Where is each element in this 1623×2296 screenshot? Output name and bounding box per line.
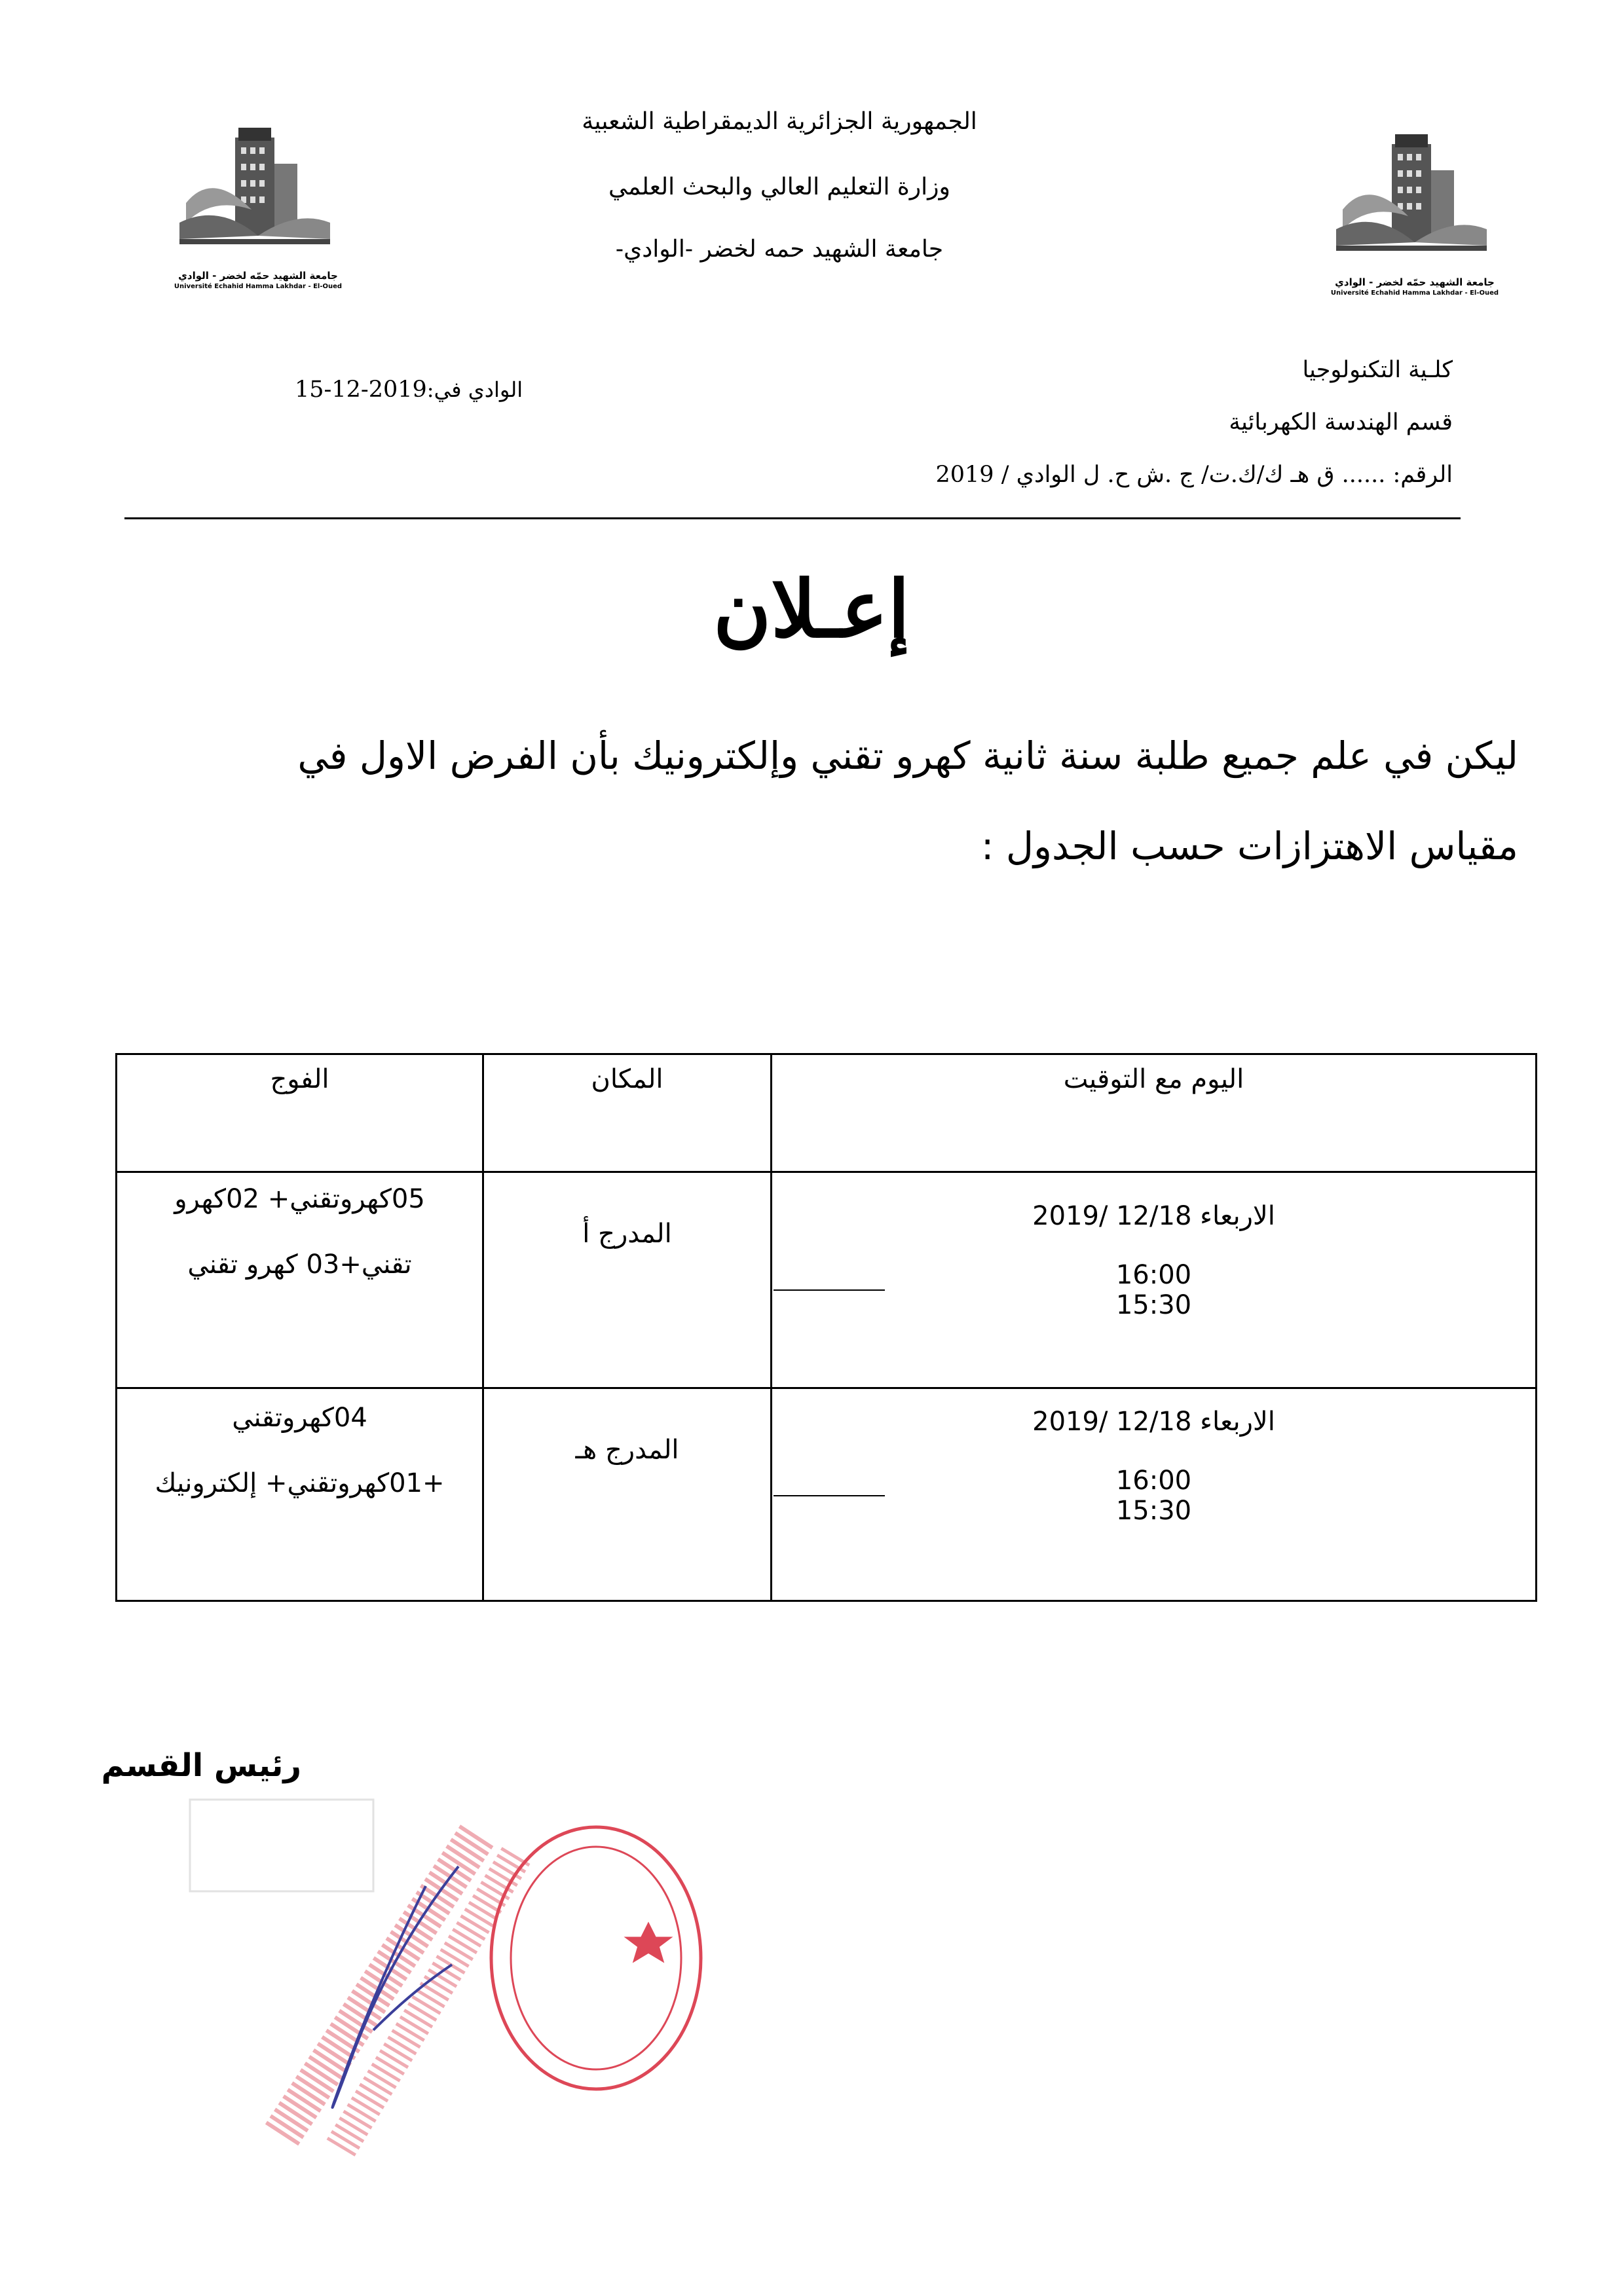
university-logo-left [173, 124, 343, 288]
department-stamp-icon [177, 1794, 714, 2161]
page-title: إعـلان [713, 563, 910, 656]
time-end: 16:00 [1115, 1466, 1192, 1496]
time-start: 15:30 [1115, 1290, 1192, 1320]
header-place: المكان [483, 1054, 772, 1172]
faculty-name: كلـية التكنولوجيا [1302, 357, 1453, 383]
announcement-line-2: مقياس الاهتزازات حسب الجدول : [980, 824, 1518, 868]
department-name: قسم الهندسة الكهربائية [1229, 409, 1453, 435]
table-row [117, 1172, 1537, 1388]
logo-caption-fr: Université Echahid Hamma Lakhdar - El-Oued [1330, 289, 1499, 297]
table-row [117, 1388, 1537, 1601]
cell-group [117, 1388, 483, 1601]
exam-time [772, 1261, 1535, 1320]
table-header-row [117, 1054, 1537, 1172]
cell-time [772, 1388, 1537, 1601]
logo-caption [1330, 276, 1500, 297]
logo-caption-fr: Université Echahid Hamma Lakhdar - El-Oued [174, 283, 343, 290]
university-building-icon [173, 124, 343, 268]
header-divider [124, 517, 1461, 519]
reference-number: الرقم: ...... ق هـ ك/ك.ت/ ج .ش ح. ل الوادي / 2019 [935, 462, 1453, 488]
announcement-line-1: ليكن في علم جميع طلبة سنة ثانية كهرو تقني وإلكترونيك بأن الفرض الاول في [297, 733, 1518, 778]
cell-time [772, 1172, 1537, 1388]
signature-title: رئيس القسم [101, 1747, 301, 1784]
exam-day: الاربعاء 12/18 /2019 [1032, 1201, 1275, 1231]
header-ministry: وزارة التعليم العالي والبحث العلمي [608, 174, 950, 200]
exam-time [772, 1466, 1535, 1525]
group-line: 05كهروتقني+ 02كهرو [174, 1184, 425, 1214]
date-value: 15-12-2019 [295, 377, 427, 403]
time-start: 15:30 [1115, 1496, 1192, 1526]
header-republic: الجمهورية الجزائرية الديمقراطية الشعبية [582, 108, 977, 135]
exam-schedule-table [115, 1053, 1537, 1602]
group-line: +01كهروتقني+ إلكترونيك [155, 1468, 445, 1498]
header-group: الفوج [117, 1054, 483, 1172]
cell-place: المدرج هـ [483, 1388, 772, 1601]
date-label: الوادي في: [426, 377, 523, 402]
cell-place: المدرج أ [483, 1172, 772, 1388]
university-building-icon [1330, 131, 1500, 275]
group-line: 04كهروتقني [232, 1403, 367, 1433]
time-end: 16:00 [1115, 1260, 1192, 1290]
group-line: تقني+03 كهرو تقني [187, 1250, 412, 1280]
cell-group [117, 1172, 483, 1388]
logo-caption [173, 270, 343, 290]
logo-caption-ar: جامعة الشهيد حمّه لخضر - الوادي [178, 270, 338, 282]
document-date [295, 377, 523, 403]
header-university: جامعة الشهيد حمه لخضر -الوادي- [615, 236, 944, 263]
header-time: اليوم مع التوقيت [772, 1054, 1537, 1172]
exam-day: الاربعاء 12/18 /2019 [1032, 1407, 1275, 1437]
logo-caption-ar: جامعة الشهيد حمّه لخضر - الوادي [1335, 276, 1495, 288]
university-logo-right [1330, 131, 1500, 295]
